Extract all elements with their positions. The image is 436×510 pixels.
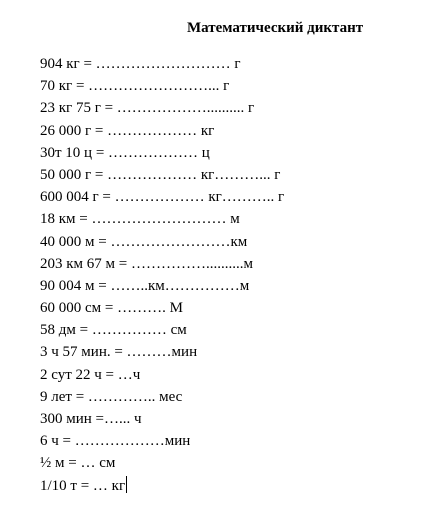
dictation-line: 23 кг 75 г = ……………….......... г [40, 100, 255, 117]
dictation-list [40, 53, 284, 497]
dictation-line-last[interactable] [40, 475, 284, 497]
dictation-line: 300 мин =…... ч [40, 411, 142, 427]
dictation-line: 203 км 67 м = ……………..........м [40, 255, 253, 272]
dictation-line: 18 км = ……………………… м [40, 211, 240, 228]
dictation-line: 26 000 г = ……………… кг [40, 122, 215, 139]
dictation-line: 70 кг = ……………………... г [40, 78, 230, 95]
dictation-line: 58 дм = …………… см [40, 322, 187, 339]
dictation-line: ½ м = … см [40, 455, 116, 472]
dictation-line: 40 000 м = ……………………км [40, 233, 248, 250]
dictation-line: 600 004 г = ……………… кг……….. г [40, 189, 285, 206]
dictation-line: 904 кг = ……………………… г [40, 56, 241, 72]
dictation-line: 9 лет = ………….. мес [40, 388, 183, 405]
dictation-line: 30т 10 ц = ……………… ц [40, 144, 210, 161]
dictation-line: 50 000 г = ……………… кг………... г [40, 166, 281, 183]
dictation-line: 90 004 м = ……..км……………м [40, 277, 250, 294]
dictation-line: 60 000 см = ………. М [40, 300, 183, 317]
text-cursor [126, 476, 127, 493]
dictation-line: 6 ч = ………………мин [40, 433, 191, 450]
dictation-line-text: 1/10 т = … кг [40, 477, 126, 494]
dictation-line: 3 ч 57 мин. = ………мин [40, 344, 198, 361]
document-title: Математический диктант [187, 20, 364, 36]
dictation-line: 2 сут 22 ч = …ч [40, 366, 141, 383]
